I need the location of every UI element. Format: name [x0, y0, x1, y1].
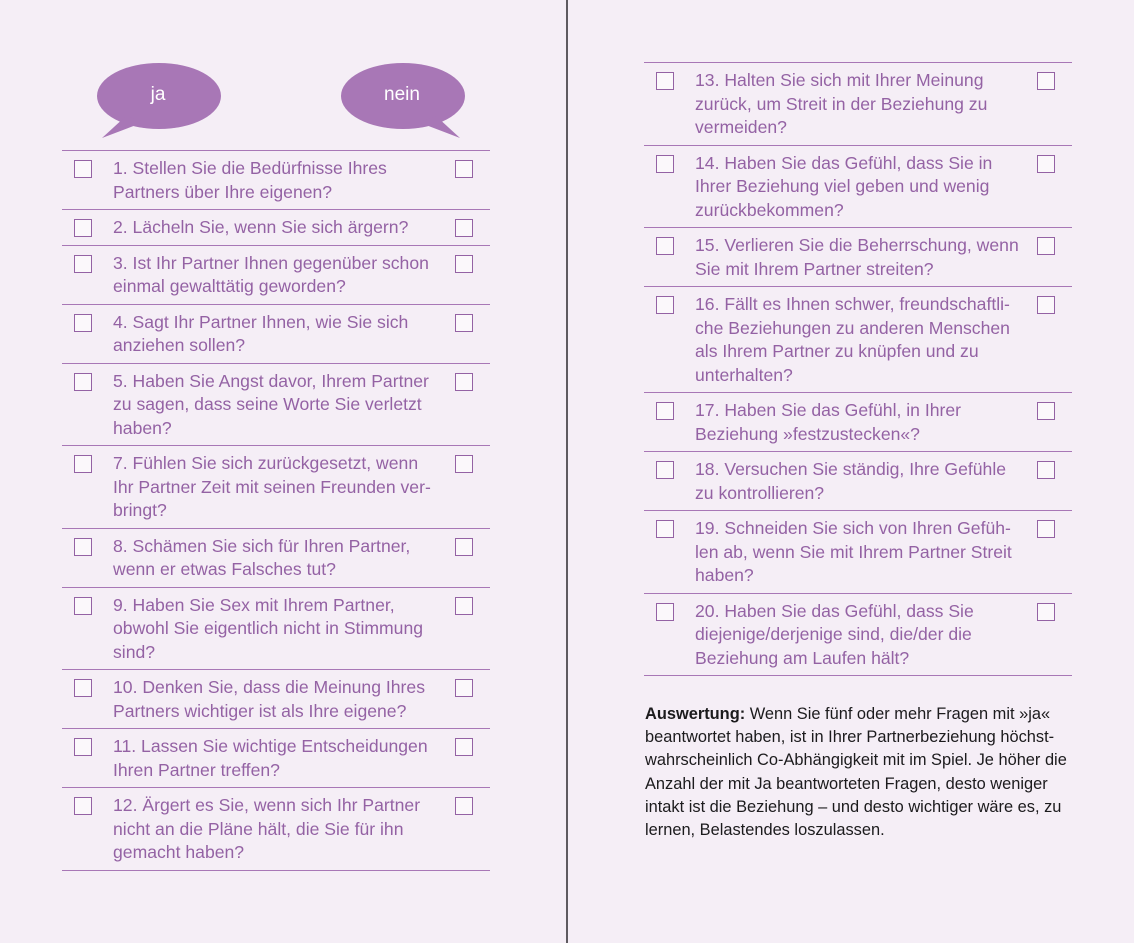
nein-checkbox[interactable] — [1037, 520, 1055, 538]
question-item — [62, 210, 490, 246]
nein-checkbox[interactable] — [455, 314, 473, 332]
ja-checkbox[interactable] — [74, 679, 92, 697]
ja-checkbox[interactable] — [656, 296, 674, 314]
question-text: 12. Ärgert es Sie, wenn sich Ihr Partner nicht an die Pläne hält, die Sie für ihn gemacht haben? — [113, 795, 421, 862]
question-text: 17. Haben Sie das Gefühl, in Ihrer Beziehung »festzustecken«? — [695, 400, 962, 444]
question-list-left — [62, 150, 490, 871]
nein-checkbox[interactable] — [1037, 603, 1055, 621]
evaluation-text: Wenn Sie fünf oder mehr Fragen mit »ja« beantwortet haben, ist in Ihrer Partnerbeziehung höchstwahrscheinlich Co-Abhängigkeit mit im Spiel. Je höher die Anzahl der mit Ja beantworteten Fragen, desto weniger intakt ist die Beziehung – und desto wichtiger wäre es, zu lernen, Belastendes loszulassen. — [645, 705, 1067, 840]
question-text: 18. Versuchen Sie ständig, Ihre Gefühle zu kontrollieren? — [695, 459, 1007, 503]
evaluation-label: Auswertung: — [645, 705, 746, 723]
question-text: 8. Schämen Sie sich für Ihren Partner, wenn er etwas Falsches tut? — [113, 535, 411, 579]
question-item — [644, 594, 1072, 677]
question-item — [644, 146, 1072, 229]
ja-checkbox[interactable] — [656, 461, 674, 479]
page-spine — [566, 0, 568, 943]
question-item — [62, 446, 490, 529]
question-item — [644, 393, 1072, 452]
question-item — [62, 305, 490, 364]
question-text: 3. Ist Ihr Partner Ihnen gegenüber schon einmal gewalttätig geworden? — [113, 252, 429, 296]
ja-checkbox[interactable] — [656, 402, 674, 420]
question-text: 20. Haben Sie das Gefühl, dass Sie diejenige/derjenige sind, die/der die Beziehung am Laufen hält? — [695, 600, 974, 668]
ja-checkbox[interactable] — [74, 455, 92, 473]
nein-checkbox[interactable] — [455, 160, 473, 178]
nein-checkbox[interactable] — [455, 679, 473, 697]
question-item — [62, 788, 490, 871]
nein-label: nein — [384, 84, 420, 105]
question-text: 5. Haben Sie Angst davor, Ihrem Partner zu sagen, dass seine Worte Sie verletzt haben? — [113, 370, 429, 438]
nein-checkbox[interactable] — [455, 797, 473, 815]
ja-checkbox[interactable] — [74, 255, 92, 273]
question-item — [644, 511, 1072, 594]
nein-checkbox[interactable] — [1037, 296, 1055, 314]
question-text: 11. Lassen Sie wichtige Entscheidungen Ihren Partner treffen? — [113, 736, 428, 780]
nein-checkbox[interactable] — [1037, 402, 1055, 420]
ja-checkbox[interactable] — [74, 738, 92, 756]
nein-checkbox[interactable] — [455, 255, 473, 273]
question-item — [644, 452, 1072, 511]
question-text: 19. Schneiden Sie sich von Ihren Gefühlen ab, wenn Sie mit Ihrem Partner Streit haben? — [695, 518, 1012, 585]
nein-checkbox[interactable] — [455, 538, 473, 556]
question-text: 7. Fühlen Sie sich zurückgesetzt, wenn Ihr Partner Zeit mit seinen Freunden verbringt? — [113, 453, 431, 520]
ja-checkbox[interactable] — [656, 237, 674, 255]
question-item — [62, 364, 490, 447]
ja-label: ja — [150, 84, 166, 105]
ja-checkbox[interactable] — [74, 597, 92, 615]
nein-checkbox[interactable] — [455, 455, 473, 473]
nein-checkbox[interactable] — [1037, 461, 1055, 479]
ja-checkbox[interactable] — [656, 603, 674, 621]
question-item — [644, 63, 1072, 146]
nein-checkbox[interactable] — [455, 597, 473, 615]
question-item — [62, 529, 490, 588]
ja-speech-bubble — [96, 62, 222, 132]
ja-checkbox[interactable] — [656, 72, 674, 90]
nein-checkbox[interactable] — [1037, 155, 1055, 173]
nein-checkbox[interactable] — [455, 219, 473, 237]
question-text: 9. Haben Sie Sex mit Ihrem Partner, obwohl Sie eigentlich nicht in Stimmung sind? — [113, 594, 424, 662]
question-list-right — [644, 62, 1072, 676]
question-text: 14. Haben Sie das Gefühl, dass Sie in Ihrer Beziehung viel geben und wenig zurückbekommen? — [695, 152, 993, 220]
ja-checkbox[interactable] — [74, 160, 92, 178]
nein-checkbox[interactable] — [455, 738, 473, 756]
nein-checkbox[interactable] — [1037, 72, 1055, 90]
ja-checkbox[interactable] — [656, 155, 674, 173]
question-item — [62, 246, 490, 305]
nein-checkbox[interactable] — [455, 373, 473, 391]
question-text: 10. Denken Sie, dass die Meinung Ihres Partners wichtiger ist als Ihre eigene? — [113, 677, 425, 721]
question-text: 2. Lächeln Sie, wenn Sie sich ärgern? — [113, 217, 409, 237]
question-item — [62, 151, 490, 210]
question-text: 4. Sagt Ihr Partner Ihnen, wie Sie sich anziehen sollen? — [113, 311, 409, 355]
ja-checkbox[interactable] — [74, 797, 92, 815]
question-item — [644, 287, 1072, 393]
ja-checkbox[interactable] — [74, 219, 92, 237]
ja-checkbox[interactable] — [656, 520, 674, 538]
ja-checkbox[interactable] — [74, 314, 92, 332]
question-text: 13. Halten Sie sich mit Ihrer Meinung zurück, um Streit in der Beziehung zu vermeiden? — [695, 70, 988, 137]
nein-checkbox[interactable] — [1037, 237, 1055, 255]
question-item — [62, 729, 490, 788]
question-item — [62, 588, 490, 671]
question-item — [62, 670, 490, 729]
ja-checkbox[interactable] — [74, 373, 92, 391]
question-item — [644, 228, 1072, 287]
ja-checkbox[interactable] — [74, 538, 92, 556]
question-text: 1. Stellen Sie die Bedürfnisse Ihres Partners über Ihre eigenen? — [113, 158, 387, 202]
evaluation-paragraph — [645, 703, 1075, 842]
question-text: 15. Verlieren Sie die Beherrschung, wenn Sie mit Ihrem Partner streiten? — [695, 235, 1019, 279]
nein-speech-bubble — [340, 62, 466, 132]
question-text: 16. Fällt es Ihnen schwer, freundschaftliche Beziehungen zu anderen Menschen als Ihrem Partner zu knüpfen und zu unterhalten? — [695, 294, 1010, 385]
